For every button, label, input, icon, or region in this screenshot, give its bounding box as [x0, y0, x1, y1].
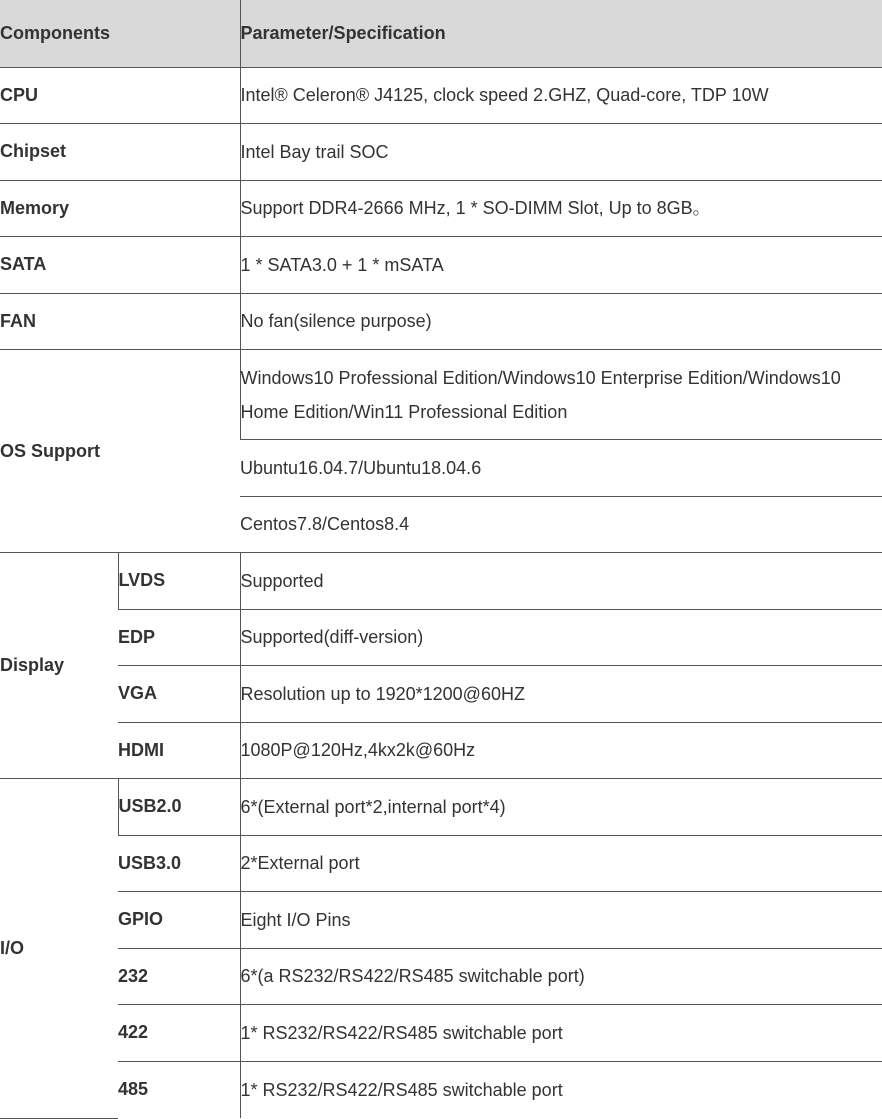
table-row-display-vga	[0, 666, 882, 723]
display-hdmi-value: 1080P@120Hz,4kx2k@60Hz	[240, 722, 882, 779]
io-232-label: 232	[118, 948, 240, 1005]
display-hdmi-label: HDMI	[118, 722, 240, 779]
io-gpio-label: GPIO	[118, 892, 240, 949]
io-232-value: 6*(a RS232/RS422/RS485 switchable port)	[240, 948, 882, 1005]
table-row-chipset	[0, 124, 882, 181]
cpu-value: Intel® Celeron® J4125, clock speed 2.GHZ, Quad-core, TDP 10W	[240, 67, 882, 124]
table-row-cpu	[0, 67, 882, 124]
io-usb3-value: 2*External port	[240, 835, 882, 892]
table-row-display-edp	[0, 609, 882, 666]
io-485-value: 1* RS232/RS422/RS485 switchable port	[240, 1061, 882, 1118]
os-label: OS Support	[0, 350, 240, 553]
display-lvds-value: Supported	[240, 553, 882, 610]
header-row	[0, 0, 882, 67]
display-vga-label: VGA	[118, 666, 240, 723]
os-value-windows: Windows10 Professional Edition/Windows10 Enterprise Edition/Windows10 Home Edition/Win11 Professional Edition	[240, 350, 882, 440]
io-422-label: 422	[118, 1005, 240, 1062]
table-row-io-gpio	[0, 892, 882, 949]
sata-label: SATA	[0, 237, 240, 294]
io-422-value: 1* RS232/RS422/RS485 switchable port	[240, 1005, 882, 1062]
io-usb3-label: USB3.0	[118, 835, 240, 892]
display-vga-value: Resolution up to 1920*1200@60HZ	[240, 666, 882, 723]
io-485-label: 485	[118, 1079, 149, 1100]
table-row-io-usb3	[0, 835, 882, 892]
header-parameter: Parameter/Specification	[240, 0, 882, 67]
table-row-display-hdmi	[0, 722, 882, 779]
os-value-centos: Centos7.8/Centos8.4	[240, 496, 882, 553]
display-lvds-label: LVDS	[118, 553, 240, 610]
table-row-io-usb2	[0, 779, 882, 836]
display-edp-label: EDP	[118, 609, 240, 666]
display-label: Display	[0, 553, 118, 779]
table-row-display-lvds	[0, 553, 882, 610]
memory-value: Support DDR4-2666 MHz, 1 * SO-DIMM Slot, Up to 8GB。	[240, 180, 882, 237]
table-row-sata	[0, 237, 882, 294]
os-value-ubuntu: Ubuntu16.04.7/Ubuntu18.04.6	[240, 440, 882, 497]
table-row-fan	[0, 293, 882, 350]
io-label: I/O	[0, 779, 118, 1119]
sata-value: 1 * SATA3.0 + 1 * mSATA	[240, 237, 882, 294]
table-row-io-422	[0, 1005, 882, 1062]
header-components: Components	[0, 0, 240, 67]
io-usb2-value: 6*(External port*2,internal port*4)	[240, 779, 882, 836]
table-row-memory	[0, 180, 882, 237]
chipset-label: Chipset	[0, 124, 240, 181]
io-gpio-value: Eight I/O Pins	[240, 892, 882, 949]
table-row-io-232	[0, 948, 882, 1005]
cpu-label: CPU	[0, 67, 240, 124]
display-edp-value: Supported(diff-version)	[240, 609, 882, 666]
fan-label: FAN	[0, 293, 240, 350]
table-row-os-1	[0, 350, 882, 440]
table-row-io-485	[0, 1061, 882, 1118]
fan-value: No fan(silence purpose)	[240, 293, 882, 350]
chipset-value: Intel Bay trail SOC	[240, 124, 882, 181]
memory-label: Memory	[0, 180, 240, 237]
io-usb2-label: USB2.0	[118, 779, 240, 836]
